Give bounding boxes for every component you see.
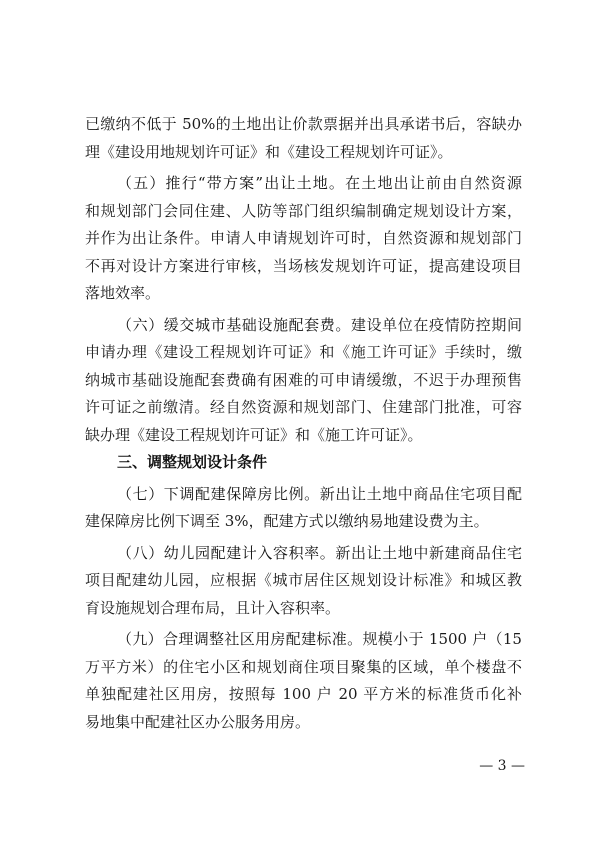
item-lead-6: （六）缓交城市基础设施配套费。	[117, 315, 351, 334]
paragraph-first-line	[85, 481, 522, 509]
text-line: 缺办理《建设工程规划许可证》和《施工许可证》。	[85, 425, 423, 444]
text-line: 理《建设用地规划许可证》和《建设工程规划许可证》。	[85, 142, 453, 161]
paragraph-first-line	[85, 626, 522, 654]
item-lead-8: （八）幼儿园配建计入容积率。	[117, 543, 336, 562]
text-span: 建设单位在疫情防控期间	[350, 315, 522, 334]
paragraph-first-line	[85, 312, 522, 340]
paragraph-first-line	[85, 170, 522, 198]
text-line: 许可证之前缴清。经自然资源和规划部门、住建部门批准，可容	[85, 398, 522, 416]
document-body	[85, 111, 522, 736]
page-number: — 3 —	[479, 758, 525, 774]
item-lead-7: （七）下调配建保障房比例。	[117, 484, 320, 503]
text-line: 不再对设计方案进行审核，当场核发规划许可证，提高建设项目	[85, 256, 522, 275]
section-heading: 三、调整规划设计条件	[117, 453, 268, 471]
item-lead-5: （五）推行“带方案”出让土地。	[117, 174, 346, 192]
text-line: 易地集中配建社区办公服务用房。	[85, 712, 311, 731]
text-line: 落地效率。	[85, 284, 161, 302]
text-span: 新出让土地中商品住宅项目配	[319, 484, 522, 503]
item-lead-9: （九）合理调整社区用房配建标准。	[117, 630, 363, 648]
text-line: 单独配建社区用房，按照每 100 户 20 平方米的标准货币化补	[85, 685, 522, 703]
text-line: 建保障房比例下调至 3%，配建方式以缴纳易地建设费为主。	[85, 512, 489, 530]
text-line: 万平方米）的住宅小区和规划商住项目聚集的区域，单个楼盘不	[85, 657, 522, 676]
text-line: 已缴纳不低于 50%的土地出让价款票据并出具承诺书后，容缺办	[85, 115, 522, 133]
text-line: 和规划部门会同住建、人防等部门组织编制确定规划设计方案，	[85, 201, 522, 220]
text-span: 在土地出让前由自然资源	[345, 174, 522, 192]
text-line: 申请办理《建设工程规划许可证》和《施工许可证》手续时，缴	[85, 343, 522, 361]
text-span: 新出让土地中新建商品住宅	[335, 543, 522, 562]
text-line: 并作为出让条件。申请人申请规划许可时，自然资源和规划部门	[85, 229, 522, 247]
text-line: 项目配建幼儿园，应根据《城市居住区规划设计标准》和城区教	[85, 571, 522, 589]
text-line: 纳城市基础设施配套费确有困难的可申请缓缴，不迟于办理预售	[85, 370, 522, 389]
text-line: 育设施规划合理布局，且计入容积率。	[85, 598, 341, 617]
paragraph-first-line	[85, 540, 522, 568]
text-span: 规模小于 1500 户（15	[362, 630, 522, 648]
